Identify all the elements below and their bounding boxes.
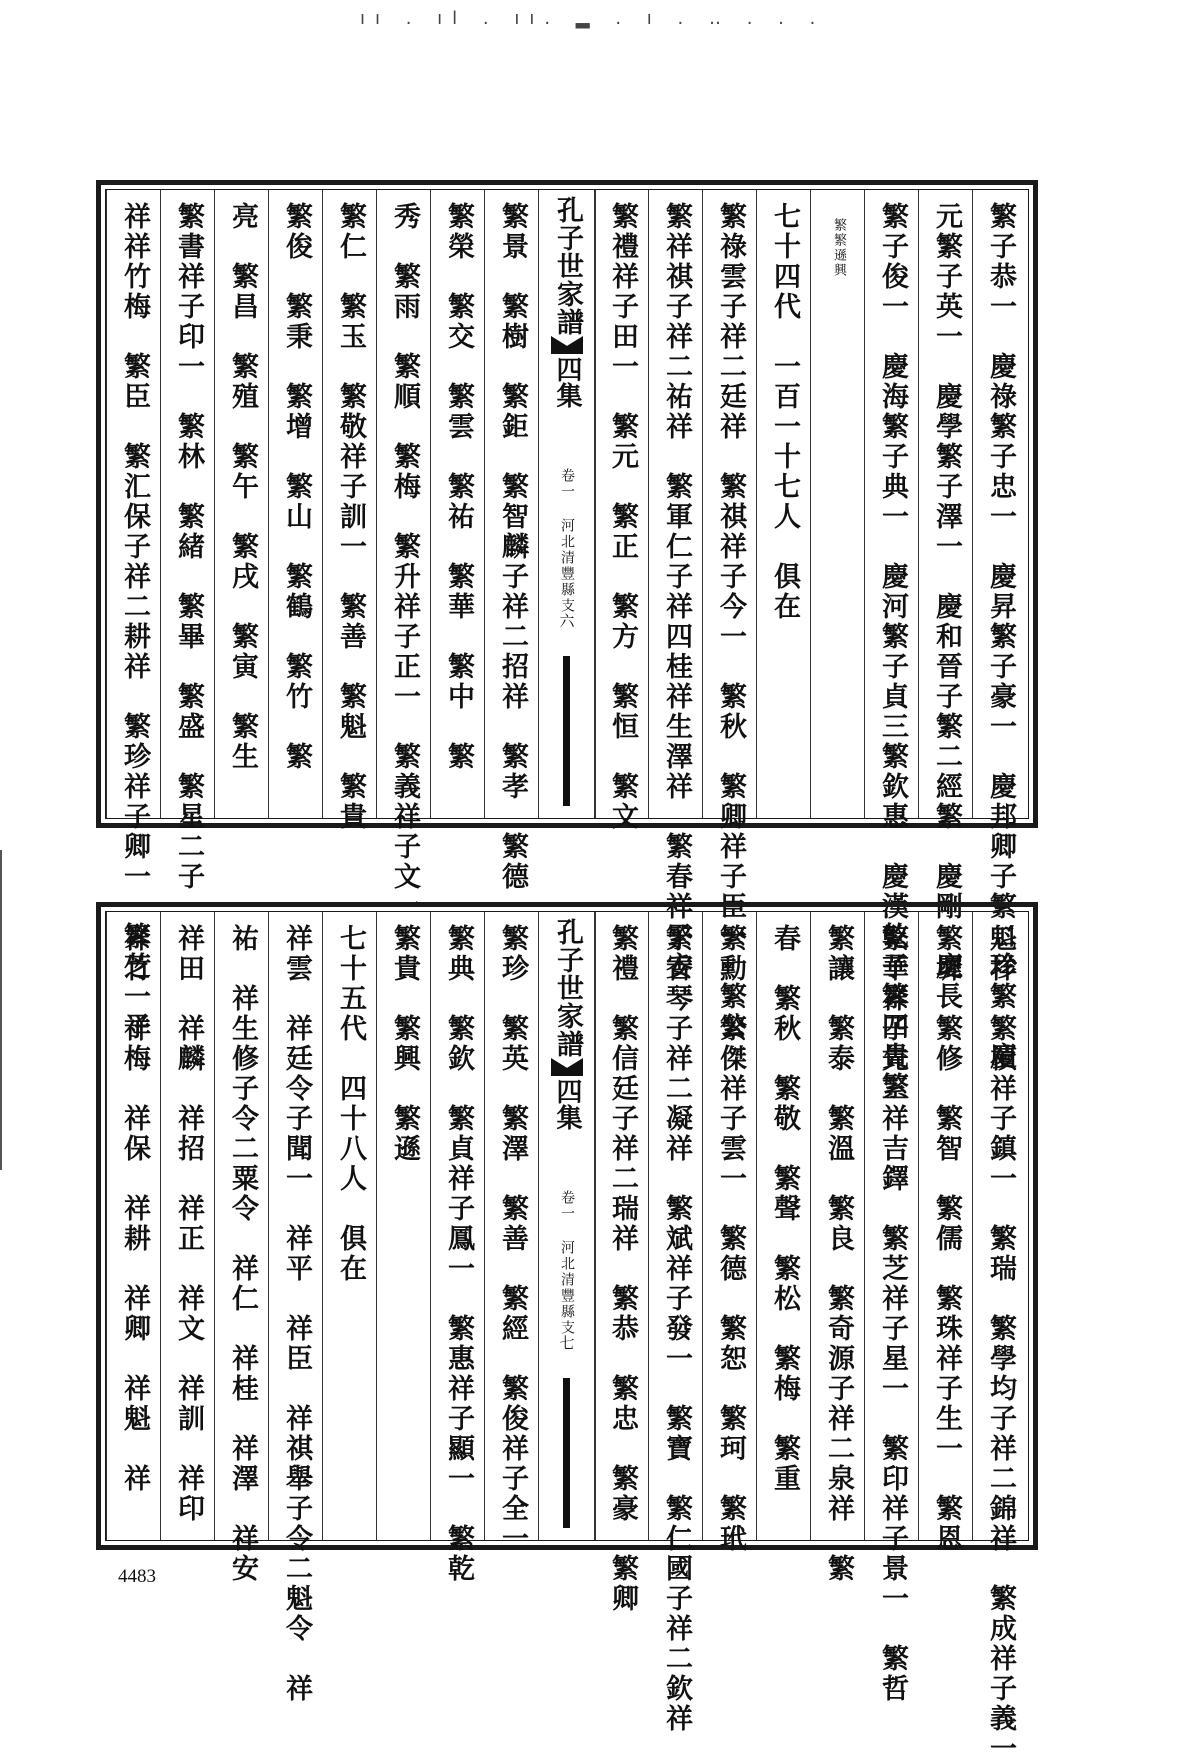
generation-header-column: 七十四代 一百一十七人 俱在 xyxy=(756,190,811,818)
text-column: 春 繁秋 繁敬 繁聲 繁松 繁梅 繁重 xyxy=(756,912,811,1540)
text-column: 繁俊 繁秉 繁增 繁山 繁鶴 繁竹 繁 xyxy=(268,190,323,818)
text-column: 祥雲 祥廷令子聞一 祥平 祥臣 祥祺舉子令二魁令 祥 xyxy=(268,912,323,1540)
text-column: 繁香琴子祥二凝祥 繁斌祥子發一 繁寶 繁仁國子祥二欽祥 xyxy=(648,912,703,1540)
text-column: 繁禮 繁信廷子祥二瑞祥 繁恭 繁忠 繁豪 繁卿 xyxy=(594,912,649,1540)
page-number: 4483 xyxy=(118,1566,156,1587)
text-column: 繁墀 繁修 繁智 繁儒 繁珠祥子生一 繁恩 xyxy=(918,912,973,1540)
text-column: 繁貴 繁興 繁遜 xyxy=(376,912,431,1540)
text-column: 繁書祥子印一 繁林 繁緒 繁畢 繁盛 繁星二子 xyxy=(160,190,215,818)
book-title: 孔子世家譜 xyxy=(552,918,583,1058)
scan-binding-line xyxy=(0,850,2,1170)
fold-bar xyxy=(563,656,570,806)
leaf-number: 七 xyxy=(559,1334,575,1352)
text-column: 祐 祥生修子令二粟令 祥仁 祥桂 祥澤 祥安 xyxy=(214,912,269,1540)
text-column: 繁仁 繁玉 繁敬祥子訓一 繁善 繁魁 繁貴 xyxy=(322,190,377,818)
text-column: 秀 繁雨 繁順 繁梅 繁升祥子正一 繁義祥子文一 xyxy=(376,190,431,818)
scan-top-edge-marks: ıı . ıl . ıı. ▂ . ı . ‥ . . . xyxy=(360,8,826,29)
text-column: 繁祿雲子祥二廷祥 繁祺祥子今一 繁秋 繁卿祥子臣一 繁公 xyxy=(702,190,757,818)
volume-branch: 卷一 河北清豐縣支 xyxy=(559,468,575,614)
text-column: 繁讓 繁泰 繁溫 繁良 繁奇源子祥二泉祥 繁 xyxy=(810,912,865,1540)
text-column: 繁子俊一 慶海繁子典一 慶河繁子貞三繁欽惠 慶漢乾子繁四貴繁 xyxy=(864,190,919,818)
fold-bar xyxy=(563,1378,570,1528)
text-column: 繁子恭一 慶祿繁子忠一 慶昇繁子豪一 慶邦卿子繁二珍繁 慶 xyxy=(972,190,1027,818)
text-column: 繁繁遜興 xyxy=(810,190,865,818)
text-column: 亮 繁昌 繁殖 繁午 繁戌 繁寅 繁生 xyxy=(214,190,269,818)
series-label: 四集 xyxy=(552,1078,582,1130)
text-column: 祥田 祥麟 祥招 祥正 祥文 祥訓 祥印 xyxy=(160,912,215,1540)
volume-branch: 卷一 河北清豐縣支 xyxy=(559,1190,575,1336)
text-column: 繁典 繁欽 繁貞祥子鳳一 繁惠祥子顯一 繁乾 xyxy=(430,912,485,1540)
text-column: 繁勳 繁傑祥子雲一 繁德 繁恕 繁珂 繁玳 xyxy=(702,912,757,1540)
text-column: 繁榮 繁交 繁雲 繁祐 繁華 繁中 繁 xyxy=(430,190,485,818)
text-column: 祥竹 祥梅 祥保 祥耕 祥卿 祥魁 祥 xyxy=(106,912,161,1540)
series-label: 四集 xyxy=(552,356,582,408)
generation-header-column: 七十五代 四十八人 俱在 xyxy=(322,912,377,1540)
text-column: 魁祥 繁禎祥子鎮一 繁瑞 繁學均子祥二錦祥 繁成祥子義一 xyxy=(972,912,1027,1540)
text-column: 繁華祥子先三祥吉鐸 繁芝祥子星一 繁印祥子景一 繁哲 xyxy=(864,912,919,1540)
text-column: 祥祥竹梅 繁臣 繁汇保子祥二耕祥 繁珍祥子卿一 繁芝一子 xyxy=(106,190,161,818)
text-column: 繁景 繁樹 繁鉅 繁智麟子祥二招祥 繁孝 繁德 xyxy=(484,190,539,818)
fishtail-mark-icon xyxy=(551,1058,583,1076)
center-fold-strip xyxy=(538,190,596,818)
text-column: 元繁子英一 慶學繁子澤一 慶和晉子繁二經繁 慶剛 慶長 xyxy=(918,190,973,818)
text-column: 繁禮祥子田一 繁元 繁正 繁方 繁恒 繁文 xyxy=(594,190,649,818)
book-title: 孔子世家譜 xyxy=(552,196,583,336)
text-column: 繁祥祺子祥二祐祥 繁軍仁子祥四桂祥生澤祥 繁春祥子安一 xyxy=(648,190,703,818)
leaf-number: 六 xyxy=(559,612,575,630)
fishtail-mark-icon xyxy=(551,336,583,354)
center-fold-strip xyxy=(538,912,596,1540)
text-column: 繁珍 繁英 繁澤 繁善 繁經 繁俊祥子全一 xyxy=(484,912,539,1540)
